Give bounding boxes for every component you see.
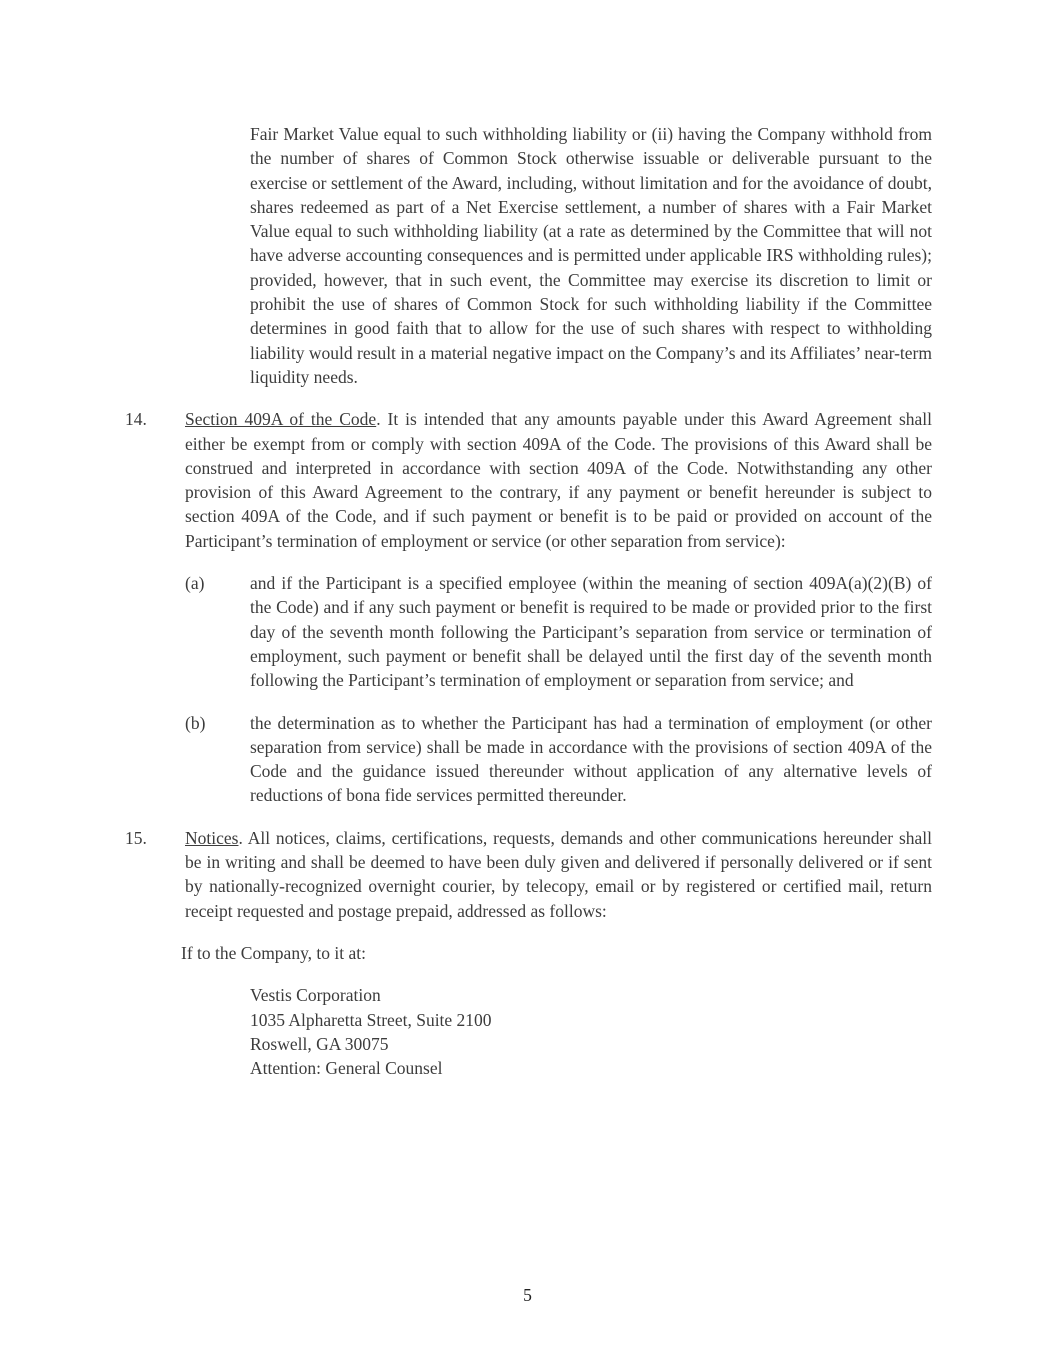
address-line-street: 1035 Alpharetta Street, Suite 2100 <box>250 1009 492 1030</box>
subsection-b <box>125 711 932 808</box>
company-address-intro: If to the Company, to it at: <box>181 942 367 963</box>
address-line-attention: Attention: General Counsel <box>250 1058 443 1079</box>
section-14 <box>125 407 932 553</box>
page-number: 5 <box>523 1285 532 1305</box>
company-address-block <box>250 983 932 1080</box>
subsection-b-text: the determination as to whether the Participant has had a termination of employment (or other separation from service) shall be made in accordance with the provisions of section 409A of the Code and the guidance issued thereunder without application of any alternative levels of reductions of bona fide services permitted thereunder. <box>250 712 932 806</box>
section-15 <box>125 826 932 923</box>
address-line-city: Roswell, GA 30075 <box>250 1033 389 1054</box>
continuation-paragraph: Fair Market Value equal to such withholding liability or (ii) having the Company withhold from the number of shares of Common Stock otherwise issuable or deliverable pursuant to the exercise or settlement of the Award, including, without limitation and for the avoidance of doubt, shares redeemed as part of a Net Exercise settlement, a number of shares with a Fair Market Value equal to such withholding liability (at a rate as determined by the Committee that will not have adverse accounting consequences and is permitted under applicable IRS withholding rules); provided, however, that in such event, the Committee may exercise its discretion to limit or prohibit the use of shares of Common Stock for such withholding liability if the Committee determines in good faith that to allow for the use of such shares with respect to withholding liability would result in a material negative impact on the Company’s and its Affiliates’ near-term liquidity needs. <box>250 124 932 387</box>
subsection-a-text: and if the Participant is a specified employee (within the meaning of section 409A(a)(2)(B) of the Code) and if any such payment or benefit is required to be made or provided prior to the first day of the seventh month following the Participant’s separation from service or termination of employment, such payment or benefit shall be delayed until the first day of the seventh month following the Participant’s termination of employment or separation from service; and <box>250 573 932 691</box>
subsection-a-marker: (a) <box>185 573 205 594</box>
section-15-number: 15. <box>125 827 147 848</box>
section-15-heading: Notices <box>185 827 239 848</box>
subsection-b-marker: (b) <box>185 712 206 733</box>
subsection-a <box>125 571 932 692</box>
section-14-number: 14. <box>125 409 147 430</box>
section-14-heading: Section 409A of the Code <box>185 409 377 430</box>
address-line-company: Vestis Corporation <box>250 985 381 1006</box>
section-14-body: . It is intended that any amounts payable under this Award Agreement shall either be exempt from or comply with section 409A of the Code. The provisions of this Award shall be construed and interpreted in accordance with section 409A of the Code. Notwithstanding any other provision of this Award Agreement to the contrary, if any payment or benefit hereunder is subject to section 409A of the Code, and if such payment or benefit is to be paid or provided on account of the Participant’s termination of employment or service (or other separation from service): <box>185 409 933 551</box>
section-15-body: . All notices, claims, certifications, requests, demands and other communications hereunder shall be in writing and shall be deemed to have been duly given and delivered if personally delivered or if sent by nationally-recognized overnight courier, by telecopy, email or by registered or certified mail, return receipt requested and postage prepaid, addressed as follows: <box>185 827 932 921</box>
